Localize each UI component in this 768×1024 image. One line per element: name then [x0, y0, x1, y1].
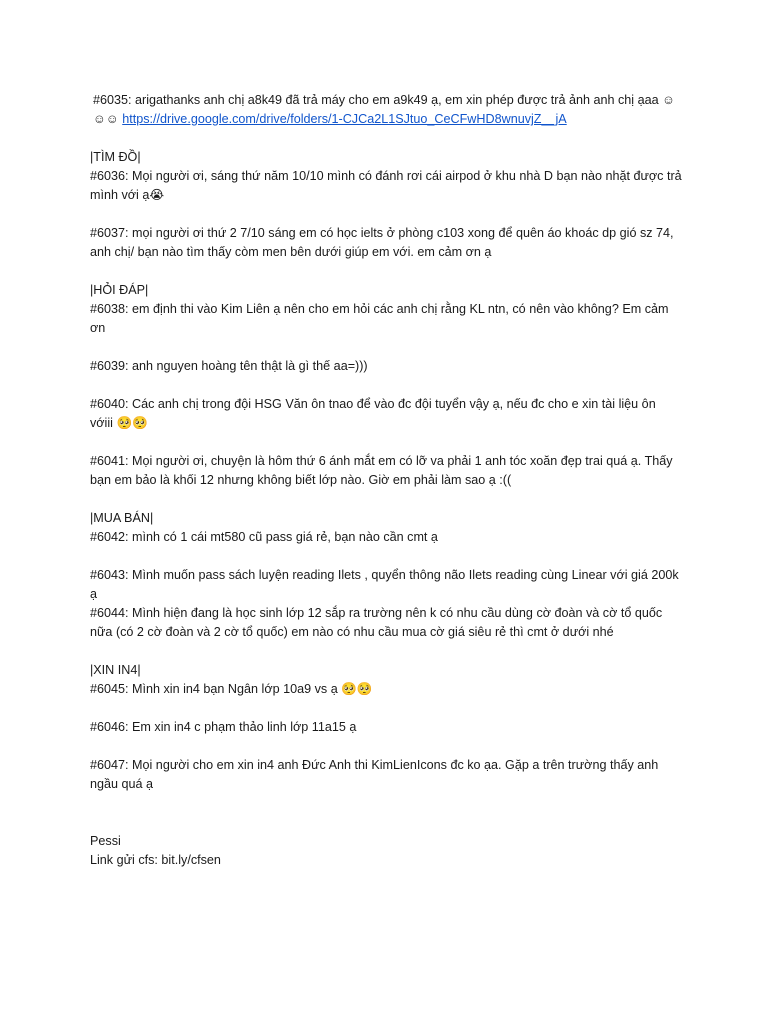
post-6046: #6046: Em xin in4 c phạm thảo linh lớp 11a15 ạ: [90, 720, 357, 734]
section-heading: |HỎI ĐÁP|: [90, 283, 149, 297]
submission-link-line: Link gửi cfs: bit.ly/cfsen: [90, 853, 221, 867]
section-hoi-dap: [90, 281, 682, 490]
post-6038: #6038: em định thi vào Kim Liên ạ nên cho em hỏi các anh chị rằng KL ntn, có nên vào không? Em cảm ơn: [90, 302, 669, 335]
post-6036: #6036: Mọi người ơi, sáng thứ năm 10/10 mình có đánh rơi cái airpod ở khu nhà D bạn nào nhặt được trả mình với ạ😭: [90, 169, 682, 202]
post-6047: #6047: Mọi người cho em xin in4 anh Đức Anh thi KimLienIcons đc ko ạa. Gặp a trên trường thấy anh ngầu quá ạ: [90, 758, 659, 791]
signature: [90, 832, 682, 870]
intro-text: #6035: arigathanks anh chị a8k49 đã trả máy cho em a9k49 ạ, em xin phép được trả ảnh anh chị ạaa ☺ ☺☺: [93, 93, 675, 126]
post-6039: #6039: anh nguyen hoàng tên thật là gì thế aa=))): [90, 359, 368, 373]
section-heading: |MUA BÁN|: [90, 511, 154, 525]
section-mua-ban: [90, 509, 682, 642]
post-6044: #6044: Mình hiện đang là học sinh lớp 12 sắp ra trường nên k có nhu cầu dùng cờ đoàn và cờ tổ quốc nữa (có 2 cờ đoàn và 2 cờ tổ quốc) em nào có nhu cầu mua cờ giá siêu rẻ thì cmt ở dưới nhé: [90, 606, 663, 639]
section-xin-in4: [90, 661, 682, 794]
section-heading: |TÌM ĐỒ|: [90, 150, 141, 164]
section-heading: |XIN IN4|: [90, 663, 141, 677]
section-tim-do: [90, 148, 682, 262]
post-6045: #6045: Mình xin in4 bạn Ngân lớp 10a9 vs ạ 🥺🥺: [90, 682, 373, 696]
drive-link[interactable]: https://drive.google.com/drive/folders/1-CJCa2L1SJtuo_CeCFwHD8wnuvjZ__jA: [122, 112, 567, 126]
signature-name: Pessi: [90, 834, 121, 848]
document-page: [90, 91, 682, 870]
post-6043: #6043: Mình muốn pass sách luyện reading Ilets , quyển thông não Ilets reading cùng Linear với giá 200k ạ: [90, 568, 679, 601]
post-6037: #6037: mọi người ơi thứ 2 7/10 sáng em có học ielts ở phòng c103 xong để quên áo khoác dp gió sz 74, anh chị/ bạn nào tìm thấy còm men bên dưới giúp em với. em cảm ơn ạ: [90, 226, 674, 259]
intro-post: [90, 91, 682, 129]
post-6041: #6041: Mọi người ơi, chuyện là hôm thứ 6 ánh mắt em có lỡ va phải 1 anh tóc xoăn đẹp trai quá ạ. Thấy bạn em bảo là khối 12 nhưng không biết lớp nào. Giờ em phải làm sao ạ :((: [90, 454, 673, 487]
post-6042: #6042: mình có 1 cái mt580 cũ pass giá rẻ, bạn nào cần cmt ạ: [90, 530, 438, 544]
spacer: [90, 813, 682, 832]
post-6040: #6040: Các anh chị trong đội HSG Văn ôn tnao để vào đc đội tuyển vậy ạ, nếu đc cho e xin tài liệu ôn vớiii 🥺🥺: [90, 397, 656, 430]
